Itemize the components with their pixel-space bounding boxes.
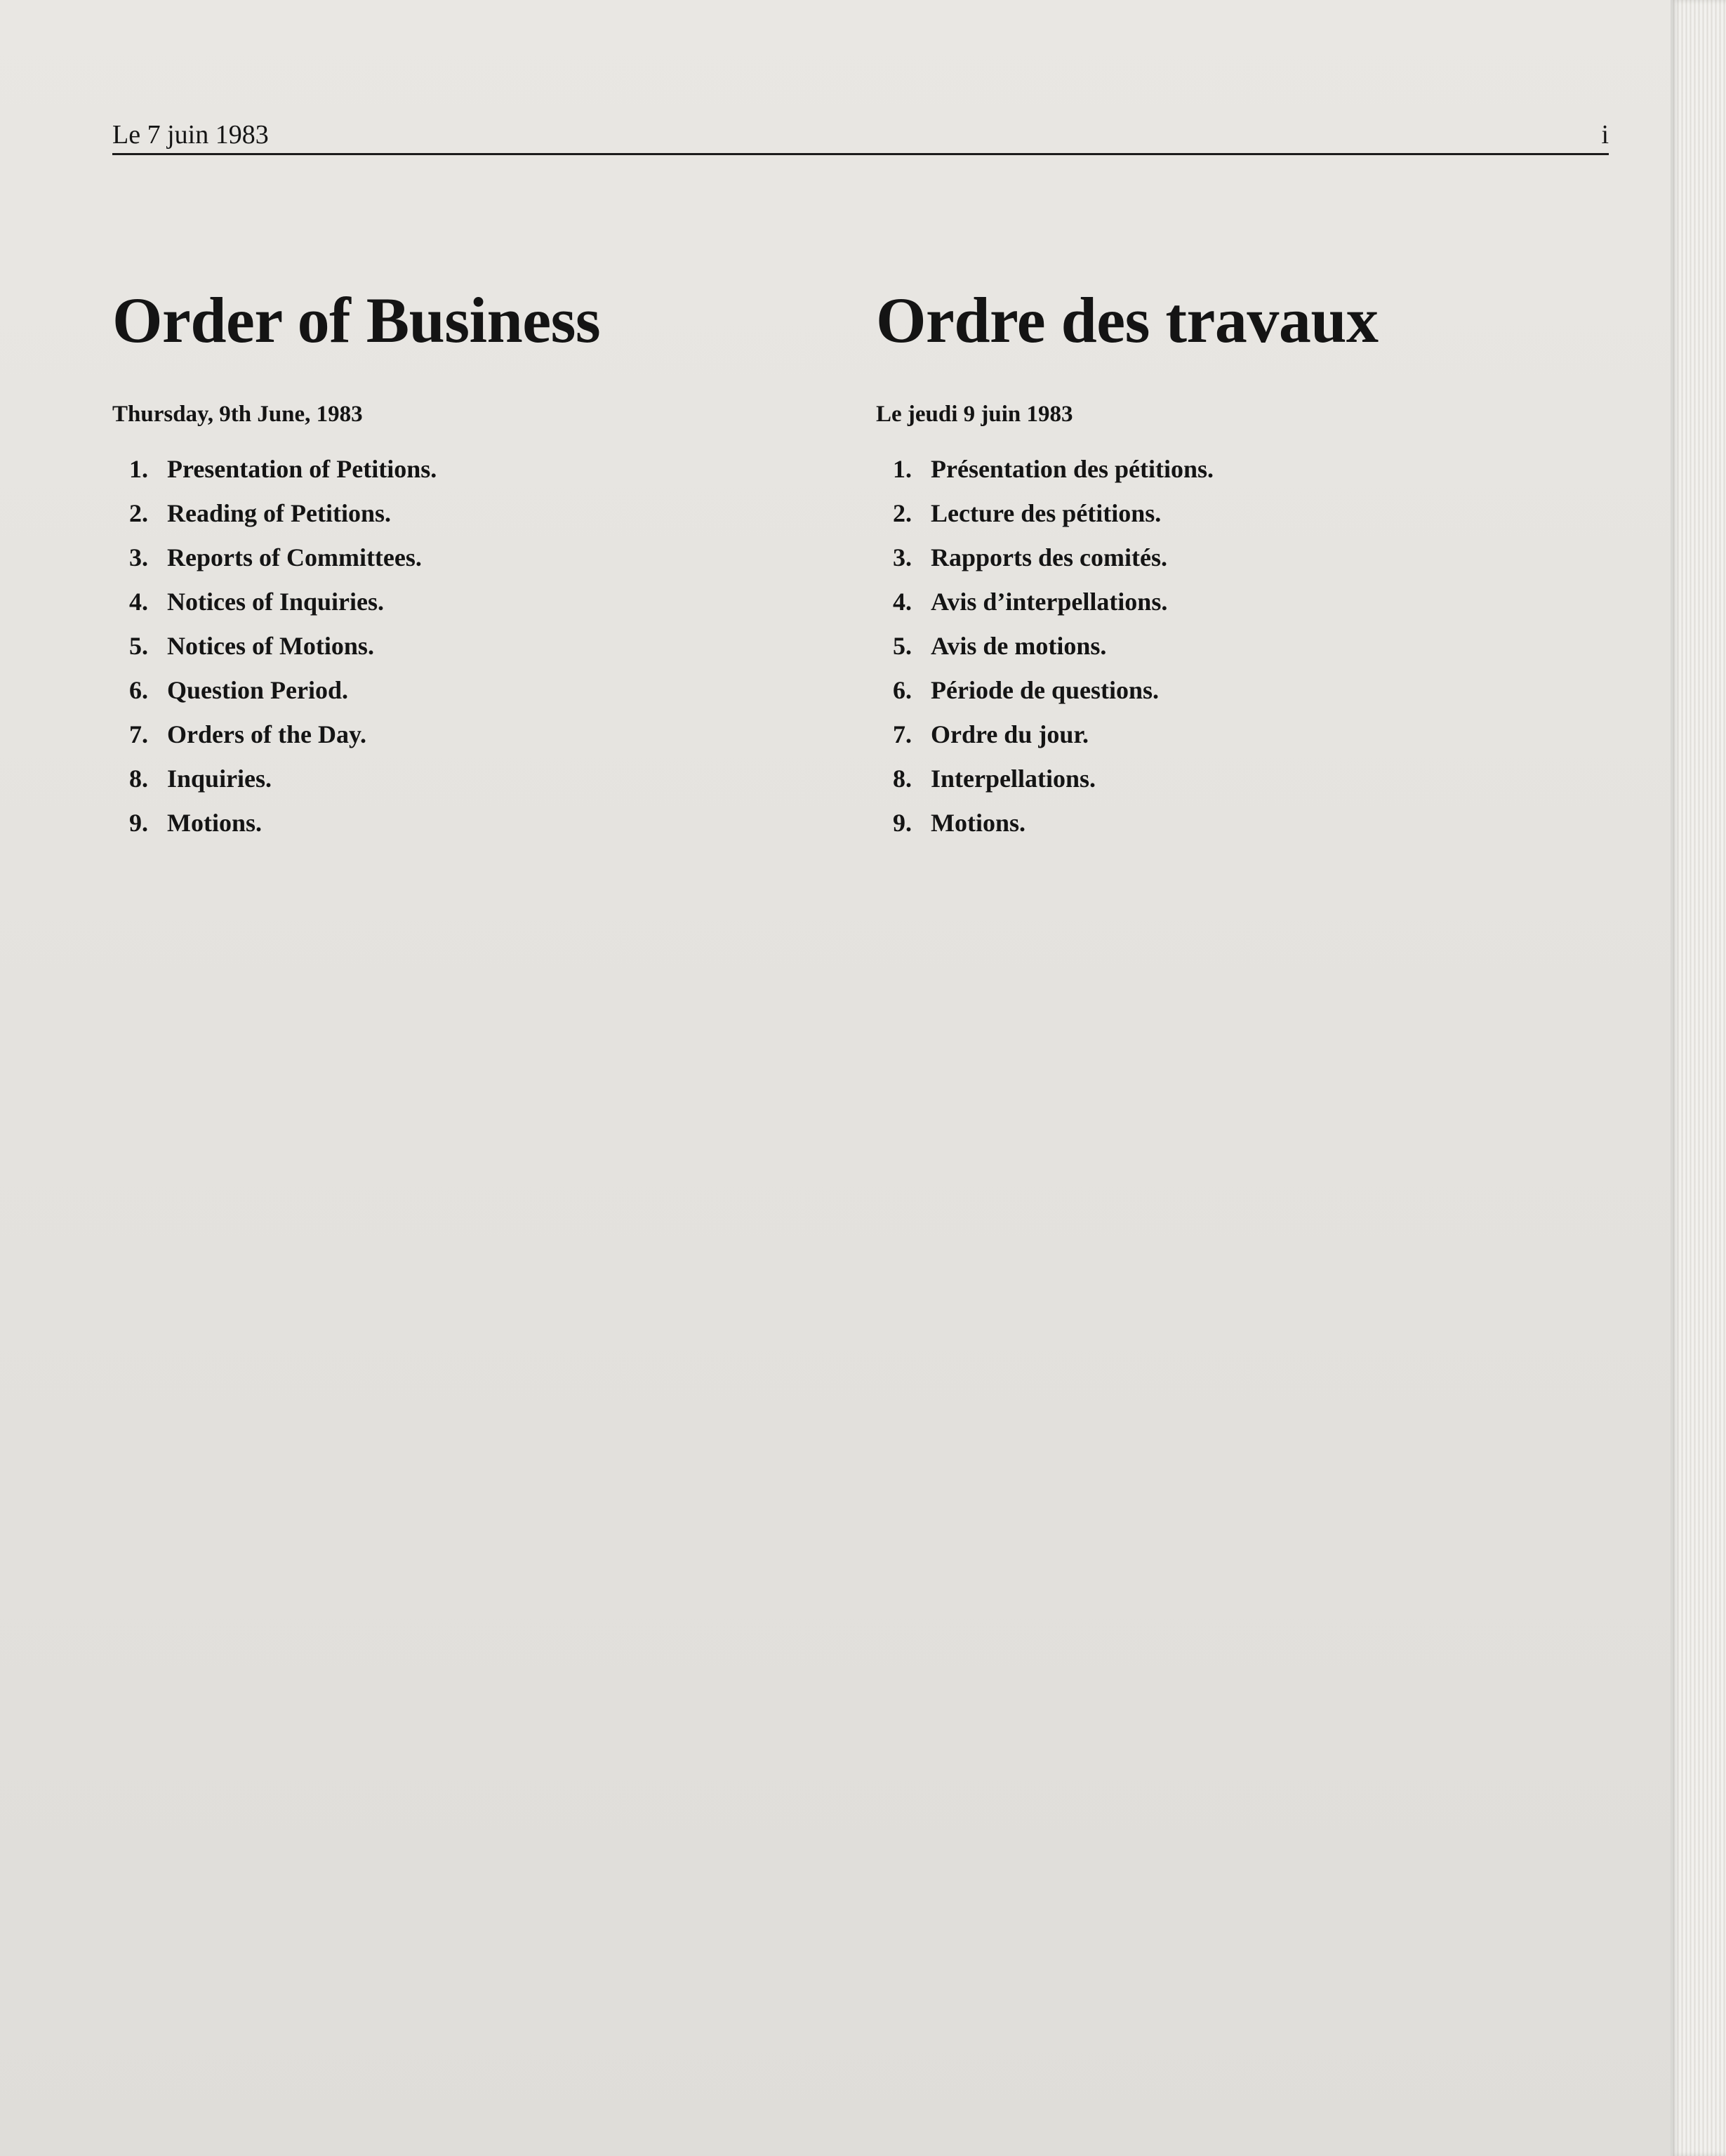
list-item	[893, 668, 1634, 713]
item-number: 1.	[893, 455, 912, 483]
list-item	[893, 757, 1634, 801]
item-label: Interpellations.	[931, 765, 1096, 793]
list-item	[129, 624, 835, 668]
page-edge-strip	[1671, 0, 1726, 2156]
item-label: Présentation des pétitions.	[931, 455, 1214, 483]
item-number: 5.	[129, 632, 148, 660]
item-label: Presentation of Petitions.	[167, 455, 437, 483]
english-title: Order of Business	[112, 284, 601, 356]
list-item	[893, 536, 1634, 580]
item-label: Avis d’interpellations.	[931, 588, 1168, 616]
english-date: Thursday, 9th June, 1983	[112, 402, 363, 427]
list-item	[893, 624, 1634, 668]
item-number: 7.	[893, 720, 912, 748]
french-date: Le jeudi 9 juin 1983	[876, 402, 1073, 427]
item-number: 6.	[129, 676, 148, 704]
item-number: 8.	[129, 765, 148, 793]
item-label: Reading of Petitions.	[167, 499, 391, 527]
list-item	[129, 713, 835, 757]
item-label: Reports of Committees.	[167, 543, 422, 571]
item-number: 5.	[893, 632, 912, 660]
item-number: 2.	[893, 499, 912, 527]
french-title: Ordre des travaux	[876, 284, 1379, 356]
item-label: Avis de motions.	[931, 632, 1107, 660]
item-number: 9.	[893, 809, 912, 837]
item-label: Motions.	[167, 809, 262, 837]
item-label: Orders of the Day.	[167, 720, 366, 748]
list-item	[893, 447, 1634, 491]
item-number: 8.	[893, 765, 912, 793]
item-number: 9.	[129, 809, 148, 837]
item-number: 7.	[129, 720, 148, 748]
item-number: 2.	[129, 499, 148, 527]
item-number: 6.	[893, 676, 912, 704]
running-header	[112, 118, 1609, 155]
item-number: 4.	[893, 588, 912, 616]
item-label: Ordre du jour.	[931, 720, 1089, 748]
french-agenda-list	[876, 447, 1634, 845]
list-item	[129, 668, 835, 713]
item-label: Inquiries.	[167, 765, 272, 793]
running-header-date: Le 7 juin 1983	[112, 120, 269, 150]
item-label: Question Period.	[167, 676, 348, 704]
item-label: Rapports des comités.	[931, 543, 1167, 571]
item-number: 3.	[893, 543, 912, 571]
list-item	[893, 713, 1634, 757]
list-item	[129, 757, 835, 801]
item-number: 4.	[129, 588, 148, 616]
list-item	[129, 536, 835, 580]
page-number: i	[1601, 120, 1609, 150]
french-column	[876, 284, 1634, 845]
list-item	[893, 491, 1634, 536]
item-label: Notices of Motions.	[167, 632, 374, 660]
english-agenda-list	[112, 447, 835, 845]
item-label: Lecture des pétitions.	[931, 499, 1162, 527]
item-label: Motions.	[931, 809, 1025, 837]
item-number: 3.	[129, 543, 148, 571]
item-label: Période de questions.	[931, 676, 1160, 704]
list-item	[893, 580, 1634, 624]
english-column	[112, 284, 835, 845]
list-item	[129, 801, 835, 845]
list-item	[893, 801, 1634, 845]
list-item	[129, 491, 835, 536]
list-item	[129, 447, 835, 491]
item-label: Notices of Inquiries.	[167, 588, 384, 616]
item-number: 1.	[129, 455, 148, 483]
list-item	[129, 580, 835, 624]
